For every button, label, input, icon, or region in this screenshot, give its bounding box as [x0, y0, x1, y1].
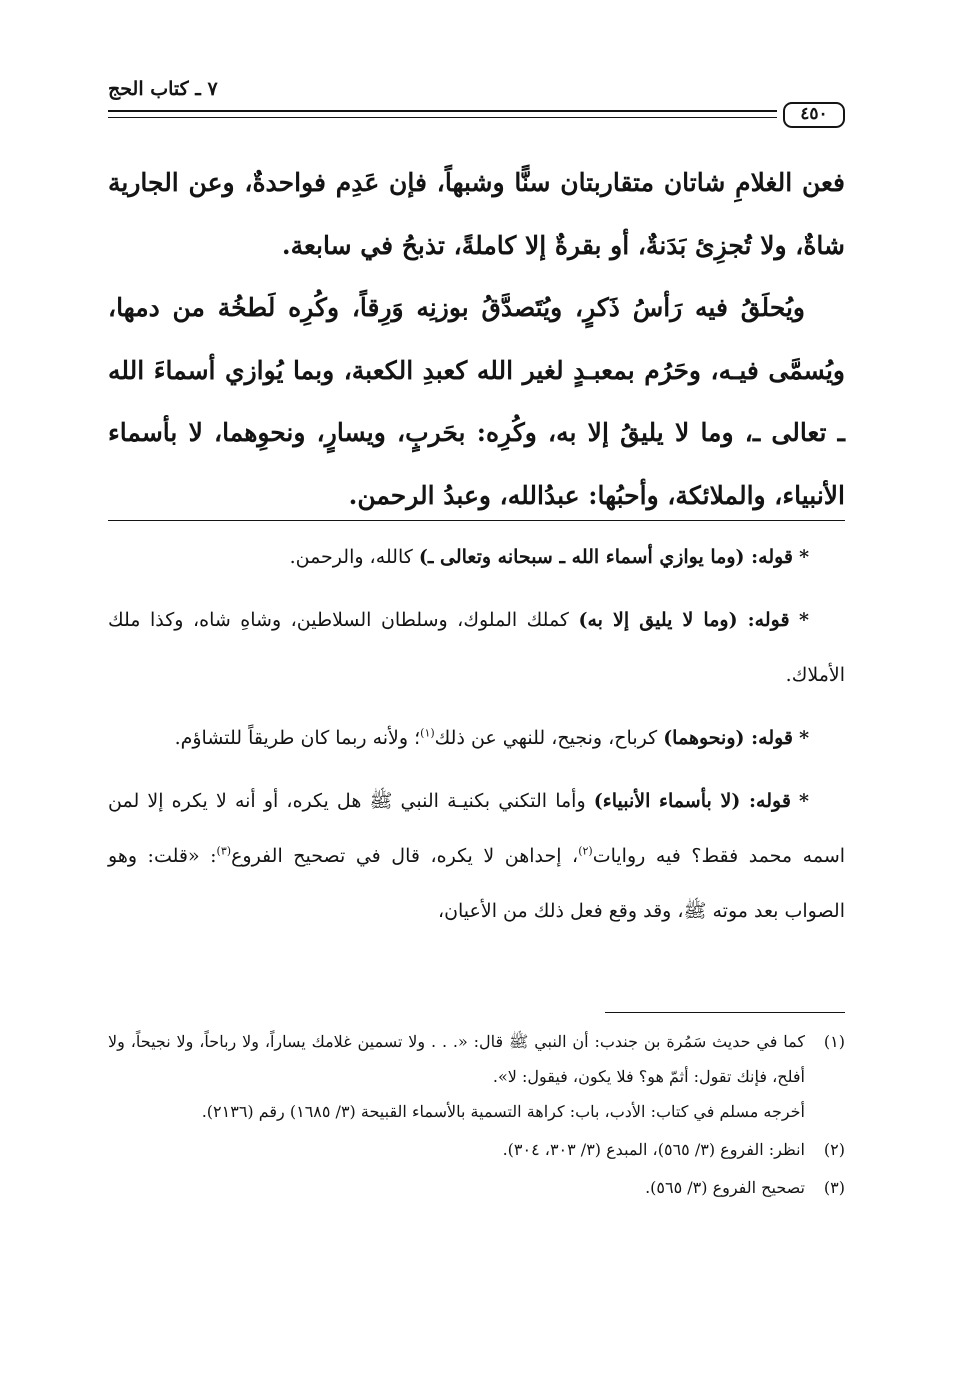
- footnotes: [108, 1024, 845, 1208]
- main-text-divider: [108, 520, 845, 521]
- footnote-1: [108, 1024, 845, 1129]
- footnote-body: [108, 1024, 805, 1129]
- chapter-title: ٧ ـ كتاب الحج: [108, 78, 218, 100]
- commentary-text: ؛ ولأنه ربما كان طريقاً للتشاؤم.: [174, 727, 421, 749]
- footnote-body: [108, 1170, 805, 1205]
- footnote-ref[interactable]: (٣): [216, 844, 232, 858]
- footnote-number: (٢): [823, 1140, 845, 1159]
- footnote-ref[interactable]: (١): [420, 726, 435, 740]
- main-paragraph: ويُحلَقُ فيه رَأسُ ذَكرٍ، ويُتَصدَّقُ بوزنِه وَرِقاً، وكُرِه لَطخُة من دمها، ويُسمَّى فيـه، وحَرُم بمعبـدٍ لغير الله كعبدِ الكعبة، وبما يُوازي أسماءَ الله ـ تعالى ـ، وما لا يليقُ إلا به، وكُرِه: بحَربٍ، ويسارٍ، ونحوِهما، لا بأسماء الأنبياء، والملائكة، وأحبُها: عبدُالله، وعبدُ الرحمن.: [108, 293, 845, 510]
- footnote-paragraph: أخرجه مسلم في كتاب: الأدب، باب: كراهة التسمية بالأسماء القبيحة (٣/ ١٦٨٥) رقم (٢١٣٦).: [201, 1102, 805, 1121]
- footnote-paragraph: كما في حديث سَمُرة بن جندب: أن النبي ﷺ قال: «. . . ولا تسمين غلامك يساراً، ولا رباحاً، ولا نجيحاً، ولا أفلح، فإنك تقول: أثمّ هو؟ فلا يكون، فيقول: لا».: [108, 1032, 805, 1086]
- page-header: [108, 78, 845, 134]
- commentary-item: [108, 530, 845, 585]
- commentary-item: [108, 711, 845, 766]
- footnote-paragraph: تصحيح الفروع (٣/ ٥٦٥).: [645, 1178, 805, 1197]
- commentary-label: قوله: (وما لا يليق إلا به): [578, 609, 790, 631]
- footnote-number: (٣): [823, 1178, 845, 1197]
- star-marker: *: [799, 727, 809, 749]
- footnote-3: [108, 1170, 845, 1205]
- star-marker: *: [799, 790, 809, 812]
- footnote-paragraph: انظر: الفروع (٣/ ٥٦٥)، المبدع (٣/ ٣٠٣، ٣٠٤).: [502, 1140, 805, 1159]
- star-marker: *: [799, 609, 809, 631]
- main-text: [108, 152, 845, 527]
- commentary-text: : «قلت: وهو الصواب بعد موته ﷺ، وقد وقع فعل ذلك من الأعيان،: [108, 845, 845, 922]
- commentary-label: قوله: (لا بأسماء الأنبياء): [593, 790, 791, 812]
- commentary-text: ، إحداهن لا يكره، قال في تصحيح الفروع: [231, 845, 579, 867]
- page-number: ٤٥٠: [783, 102, 845, 128]
- commentary-item: [108, 774, 845, 939]
- header-rule-thin: [108, 117, 777, 118]
- main-paragraph: فعن الغلامِ شاتان متقاربتان سنًّا وشبهاً، فإن عَدِم فواحدةٌ، وعن الجارية شاةٌ، ولا تُجزِئ بَدَنةٌ، أو بقرةٌ إلا كاملةً، تذبحُ في سابعة.: [108, 168, 845, 260]
- commentary-text: وأما التكني بكنيـة النبي ﷺ هل يكره، أو أنه لا يكره إلا لمن اسمه محمد فقط؟ فيه روايات: [108, 790, 846, 867]
- footnote-number: (١): [823, 1032, 845, 1051]
- commentary-label: قوله: (وما يوازي أسماء الله ـ سبحانه وتعالى ـ): [418, 546, 794, 568]
- footnote-ref[interactable]: (٢): [578, 844, 593, 858]
- star-marker: *: [799, 546, 809, 568]
- commentary-text: كملك الملوك، وسلطان السلاطين، وشاهِ شاه، وكذا ملك الأملاك.: [108, 609, 845, 686]
- commentary-item: [108, 593, 845, 703]
- commentary-label: قوله: (ونحوهما): [663, 727, 794, 749]
- footnote-2: [108, 1132, 845, 1167]
- footnote-divider: [605, 1012, 845, 1013]
- commentary-text: كرباح، ونجيح، للنهي عن ذلك: [434, 727, 664, 749]
- header-rule-thick: [108, 110, 777, 112]
- commentary-text: كالله، والرحمن.: [289, 546, 419, 568]
- footnote-body: [108, 1132, 805, 1167]
- commentary: [108, 530, 845, 947]
